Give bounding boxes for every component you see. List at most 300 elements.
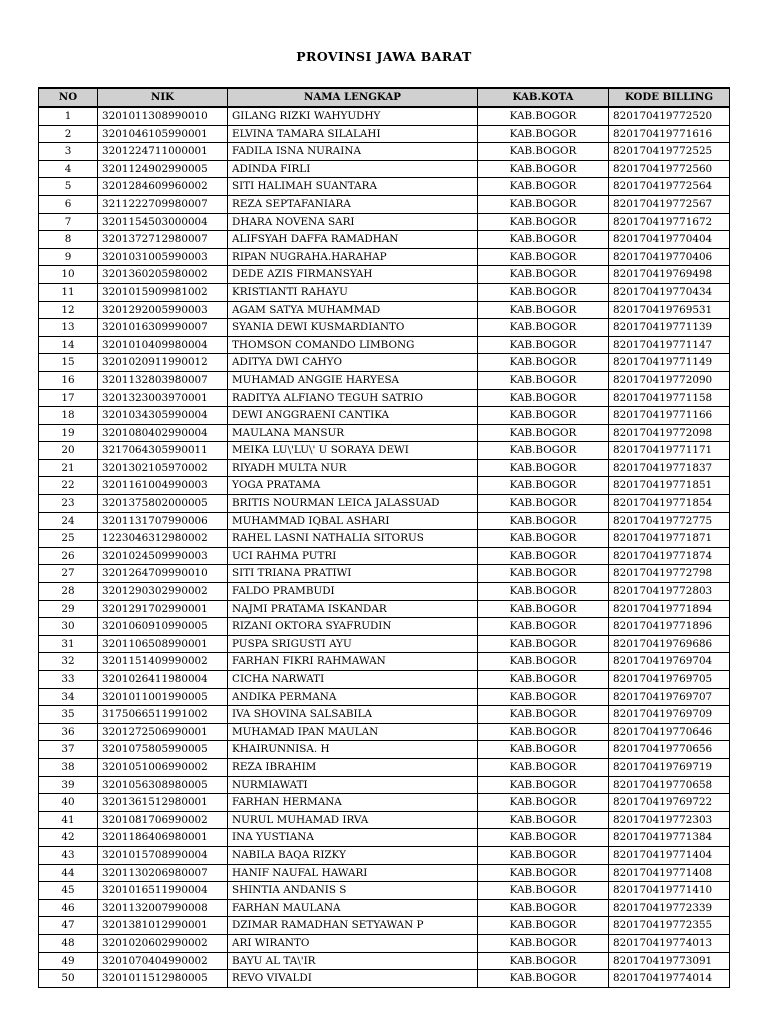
- cell-nama-lengkap: DZIMAR RAMADHAN SETYAWAN P: [228, 917, 478, 935]
- cell-no: 5: [39, 178, 98, 196]
- cell-kab-kota: KAB.BOGOR: [478, 723, 609, 741]
- cell-no: 10: [39, 266, 98, 284]
- cell-nama-lengkap: DEDE AZIS FIRMANSYAH: [228, 266, 478, 284]
- cell-nama-lengkap: MAULANA MANSUR: [228, 424, 478, 442]
- cell-no: 12: [39, 301, 98, 319]
- cell-kode-billing: 820170419770646: [609, 723, 730, 741]
- cell-kab-kota: KAB.BOGOR: [478, 882, 609, 900]
- cell-kab-kota: KAB.BOGOR: [478, 495, 609, 513]
- cell-nik: 3201026411980004: [98, 671, 228, 689]
- cell-kab-kota: KAB.BOGOR: [478, 283, 609, 301]
- cell-kab-kota: KAB.BOGOR: [478, 688, 609, 706]
- cell-no: 20: [39, 442, 98, 460]
- cell-kode-billing: 820170419771854: [609, 495, 730, 513]
- cell-kab-kota: KAB.BOGOR: [478, 442, 609, 460]
- cell-nama-lengkap: DHARA NOVENA SARI: [228, 213, 478, 231]
- cell-nik: 3201024509990003: [98, 547, 228, 565]
- table-row: [39, 495, 730, 513]
- cell-nik: 3201375802000005: [98, 495, 228, 513]
- cell-nik: 3201131707990006: [98, 512, 228, 530]
- cell-nama-lengkap: HANIF NAUFAL HAWARI: [228, 864, 478, 882]
- cell-no: 32: [39, 653, 98, 671]
- cell-nama-lengkap: ALIFSYAH DAFFA RAMADHAN: [228, 231, 478, 249]
- table-row: [39, 266, 730, 284]
- cell-kode-billing: 820170419769709: [609, 706, 730, 724]
- cell-kode-billing: 820170419772775: [609, 512, 730, 530]
- cell-kode-billing: 820170419771158: [609, 389, 730, 407]
- cell-nik: 3201124902990005: [98, 160, 228, 178]
- table-row: [39, 882, 730, 900]
- cell-kab-kota: KAB.BOGOR: [478, 600, 609, 618]
- cell-kode-billing: 820170419770434: [609, 283, 730, 301]
- cell-kode-billing: 820170419772564: [609, 178, 730, 196]
- cell-no: 6: [39, 195, 98, 213]
- cell-nik: 3201130206980007: [98, 864, 228, 882]
- cell-nama-lengkap: IVA SHOVINA SALSABILA: [228, 706, 478, 724]
- cell-nama-lengkap: SITI TRIANA PRATIWI: [228, 565, 478, 583]
- cell-no: 27: [39, 565, 98, 583]
- cell-nama-lengkap: RIPAN NUGRAHA.HARAHAP: [228, 248, 478, 266]
- cell-nama-lengkap: RADITYA ALFIANO TEGUH SATRIO: [228, 389, 478, 407]
- table-row: [39, 389, 730, 407]
- cell-kab-kota: KAB.BOGOR: [478, 477, 609, 495]
- cell-nik: 3201323003970001: [98, 389, 228, 407]
- cell-kab-kota: KAB.BOGOR: [478, 758, 609, 776]
- cell-nik: 3201016309990007: [98, 319, 228, 337]
- cell-kode-billing: 820170419771404: [609, 846, 730, 864]
- cell-nama-lengkap: FARHAN FIKRI RAHMAWAN: [228, 653, 478, 671]
- cell-kab-kota: KAB.BOGOR: [478, 248, 609, 266]
- cell-nama-lengkap: MUHAMAD ANGGIE HARYESA: [228, 371, 478, 389]
- header-nik: NIK: [98, 88, 228, 107]
- cell-no: 3: [39, 143, 98, 161]
- cell-kode-billing: 820170419772090: [609, 371, 730, 389]
- cell-kab-kota: KAB.BOGOR: [478, 934, 609, 952]
- cell-nik: 3201080402990004: [98, 424, 228, 442]
- cell-no: 36: [39, 723, 98, 741]
- cell-nik: 3201302105970002: [98, 459, 228, 477]
- cell-nama-lengkap: CICHA NARWATI: [228, 671, 478, 689]
- cell-nik: 3201011001990005: [98, 688, 228, 706]
- cell-no: 46: [39, 899, 98, 917]
- cell-kode-billing: 820170419772355: [609, 917, 730, 935]
- cell-no: 15: [39, 354, 98, 372]
- cell-kab-kota: KAB.BOGOR: [478, 125, 609, 143]
- cell-no: 2: [39, 125, 98, 143]
- table-row: [39, 354, 730, 372]
- cell-nama-lengkap: BRITIS NOURMAN LEICA JALASSUAD: [228, 495, 478, 513]
- cell-nama-lengkap: THOMSON COMANDO LIMBONG: [228, 336, 478, 354]
- table-row: [39, 600, 730, 618]
- table-row: [39, 723, 730, 741]
- cell-no: 48: [39, 934, 98, 952]
- table-row: [39, 107, 730, 125]
- cell-nik: 3201264709990010: [98, 565, 228, 583]
- cell-no: 49: [39, 952, 98, 970]
- data-table: [38, 87, 730, 988]
- cell-nama-lengkap: NURUL MUHAMAD IRVA: [228, 811, 478, 829]
- cell-nik: 1223046312980002: [98, 530, 228, 548]
- cell-kode-billing: 820170419771837: [609, 459, 730, 477]
- cell-kode-billing: 820170419774014: [609, 970, 730, 988]
- cell-kab-kota: KAB.BOGOR: [478, 160, 609, 178]
- cell-kab-kota: KAB.BOGOR: [478, 195, 609, 213]
- cell-kab-kota: KAB.BOGOR: [478, 829, 609, 847]
- header-kode-billing: KODE BILLING: [609, 88, 730, 107]
- cell-no: 50: [39, 970, 98, 988]
- cell-kab-kota: KAB.BOGOR: [478, 213, 609, 231]
- cell-nik: 3201015708990004: [98, 846, 228, 864]
- cell-no: 39: [39, 776, 98, 794]
- cell-kode-billing: 820170419769498: [609, 266, 730, 284]
- table-row: [39, 706, 730, 724]
- cell-nik: 3201011308990010: [98, 107, 228, 125]
- table-body: [39, 107, 730, 987]
- cell-nama-lengkap: MUHAMMAD IQBAL ASHARI: [228, 512, 478, 530]
- cell-kode-billing: 820170419773091: [609, 952, 730, 970]
- cell-nik: 3201011512980005: [98, 970, 228, 988]
- cell-no: 40: [39, 794, 98, 812]
- cell-no: 13: [39, 319, 98, 337]
- cell-kab-kota: KAB.BOGOR: [478, 671, 609, 689]
- cell-nik: 3201154503000004: [98, 213, 228, 231]
- cell-kab-kota: KAB.BOGOR: [478, 583, 609, 601]
- cell-nama-lengkap: NABILA BAQA RIZKY: [228, 846, 478, 864]
- cell-nik: 3201051006990002: [98, 758, 228, 776]
- cell-kode-billing: 820170419772567: [609, 195, 730, 213]
- cell-kab-kota: KAB.BOGOR: [478, 107, 609, 125]
- cell-no: 29: [39, 600, 98, 618]
- table-row: [39, 653, 730, 671]
- table-row: [39, 459, 730, 477]
- cell-kode-billing: 820170419774013: [609, 934, 730, 952]
- cell-no: 4: [39, 160, 98, 178]
- cell-kab-kota: KAB.BOGOR: [478, 512, 609, 530]
- cell-kab-kota: KAB.BOGOR: [478, 899, 609, 917]
- table-row: [39, 301, 730, 319]
- cell-nama-lengkap: ADITYA DWI CAHYO: [228, 354, 478, 372]
- cell-nik: 3201161004990003: [98, 477, 228, 495]
- cell-nik: 3201186406980001: [98, 829, 228, 847]
- cell-kode-billing: 820170419771171: [609, 442, 730, 460]
- table-row: [39, 688, 730, 706]
- cell-nik: 3201031005990003: [98, 248, 228, 266]
- cell-nik: 3201060910990005: [98, 618, 228, 636]
- cell-nama-lengkap: REZA SEPTAFANIARA: [228, 195, 478, 213]
- table-row: [39, 741, 730, 759]
- cell-nama-lengkap: ELVINA TAMARA SILALAHI: [228, 125, 478, 143]
- cell-nama-lengkap: FARHAN HERMANA: [228, 794, 478, 812]
- cell-nama-lengkap: REZA IBRAHIM: [228, 758, 478, 776]
- table-row: [39, 512, 730, 530]
- cell-kab-kota: KAB.BOGOR: [478, 741, 609, 759]
- cell-nik: 3201284609960002: [98, 178, 228, 196]
- cell-kode-billing: 820170419772098: [609, 424, 730, 442]
- cell-kode-billing: 820170419771871: [609, 530, 730, 548]
- cell-kode-billing: 820170419771410: [609, 882, 730, 900]
- cell-no: 9: [39, 248, 98, 266]
- cell-nik: 3201372712980007: [98, 231, 228, 249]
- cell-kode-billing: 820170419772520: [609, 107, 730, 125]
- header-no: NO: [39, 88, 98, 107]
- cell-nama-lengkap: RIZANI OKTORA SYAFRUDIN: [228, 618, 478, 636]
- cell-nik: 3201015909981002: [98, 283, 228, 301]
- cell-kab-kota: KAB.BOGOR: [478, 143, 609, 161]
- table-row: [39, 477, 730, 495]
- cell-no: 44: [39, 864, 98, 882]
- cell-kode-billing: 820170419771874: [609, 547, 730, 565]
- cell-no: 22: [39, 477, 98, 495]
- cell-nik: 3201290302990002: [98, 583, 228, 601]
- cell-kode-billing: 820170419771147: [609, 336, 730, 354]
- cell-kab-kota: KAB.BOGOR: [478, 653, 609, 671]
- cell-nama-lengkap: NURMIAWATI: [228, 776, 478, 794]
- table-row: [39, 371, 730, 389]
- table-row: [39, 319, 730, 337]
- cell-kode-billing: 820170419771616: [609, 125, 730, 143]
- table-row: [39, 635, 730, 653]
- cell-nik: 3201381012990001: [98, 917, 228, 935]
- cell-nama-lengkap: NAJMI PRATAMA ISKANDAR: [228, 600, 478, 618]
- cell-nama-lengkap: SITI HALIMAH SUANTARA: [228, 178, 478, 196]
- cell-nik: 3201292005990003: [98, 301, 228, 319]
- cell-no: 43: [39, 846, 98, 864]
- cell-kab-kota: KAB.BOGOR: [478, 354, 609, 372]
- cell-kode-billing: 820170419771139: [609, 319, 730, 337]
- cell-no: 37: [39, 741, 98, 759]
- cell-kode-billing: 820170419771672: [609, 213, 730, 231]
- cell-kode-billing: 820170419769719: [609, 758, 730, 776]
- cell-no: 30: [39, 618, 98, 636]
- cell-nama-lengkap: YOGA PRATAMA: [228, 477, 478, 495]
- cell-kode-billing: 820170419769705: [609, 671, 730, 689]
- page-title: PROVINSI JAWA BARAT: [296, 49, 472, 64]
- table-row: [39, 776, 730, 794]
- cell-nik: 3201046105990001: [98, 125, 228, 143]
- cell-nama-lengkap: ADINDA FIRLI: [228, 160, 478, 178]
- cell-nik: 3201291702990001: [98, 600, 228, 618]
- cell-no: 28: [39, 583, 98, 601]
- cell-nama-lengkap: FALDO PRAMBUDI: [228, 583, 478, 601]
- table-row: [39, 547, 730, 565]
- cell-kode-billing: 820170419769707: [609, 688, 730, 706]
- cell-no: 8: [39, 231, 98, 249]
- cell-nik: 3201106508990001: [98, 635, 228, 653]
- cell-nama-lengkap: SYANIA DEWI KUSMARDIANTO: [228, 319, 478, 337]
- cell-kab-kota: KAB.BOGOR: [478, 336, 609, 354]
- cell-nik: 3201360205980002: [98, 266, 228, 284]
- cell-no: 31: [39, 635, 98, 653]
- cell-no: 26: [39, 547, 98, 565]
- table-row: [39, 442, 730, 460]
- cell-no: 47: [39, 917, 98, 935]
- cell-kab-kota: KAB.BOGOR: [478, 776, 609, 794]
- cell-kab-kota: KAB.BOGOR: [478, 864, 609, 882]
- cell-nama-lengkap: SHINTIA ANDANIS S: [228, 882, 478, 900]
- table-row: [39, 213, 730, 231]
- cell-no: 23: [39, 495, 98, 513]
- cell-no: 16: [39, 371, 98, 389]
- table-row: [39, 336, 730, 354]
- cell-kode-billing: 820170419771894: [609, 600, 730, 618]
- cell-nama-lengkap: BAYU AL TA\'IR: [228, 952, 478, 970]
- cell-kab-kota: KAB.BOGOR: [478, 459, 609, 477]
- cell-kab-kota: KAB.BOGOR: [478, 952, 609, 970]
- cell-kode-billing: 820170419770656: [609, 741, 730, 759]
- cell-nik: 3201010409980004: [98, 336, 228, 354]
- cell-kab-kota: KAB.BOGOR: [478, 424, 609, 442]
- cell-kab-kota: KAB.BOGOR: [478, 389, 609, 407]
- cell-kab-kota: KAB.BOGOR: [478, 371, 609, 389]
- header-row: [39, 88, 730, 107]
- cell-nik: 3201272506990001: [98, 723, 228, 741]
- cell-kode-billing: 820170419771408: [609, 864, 730, 882]
- cell-kab-kota: KAB.BOGOR: [478, 319, 609, 337]
- cell-kab-kota: KAB.BOGOR: [478, 407, 609, 425]
- cell-kode-billing: 820170419771851: [609, 477, 730, 495]
- cell-kab-kota: KAB.BOGOR: [478, 811, 609, 829]
- table-row: [39, 530, 730, 548]
- table-header: [39, 88, 730, 107]
- header-kab-kota: KAB.KOTA: [478, 88, 609, 107]
- cell-nama-lengkap: RAHEL LASNI NATHALIA SITORUS: [228, 530, 478, 548]
- table-row: [39, 407, 730, 425]
- table-row: [39, 758, 730, 776]
- table-row: [39, 899, 730, 917]
- cell-kab-kota: KAB.BOGOR: [478, 706, 609, 724]
- cell-no: 38: [39, 758, 98, 776]
- cell-no: 21: [39, 459, 98, 477]
- table-row: [39, 565, 730, 583]
- cell-nama-lengkap: PUSPA SRIGUSTI AYU: [228, 635, 478, 653]
- table-row: [39, 811, 730, 829]
- cell-nama-lengkap: MEIKA LU\'LU\' U SORAYA DEWI: [228, 442, 478, 460]
- cell-kode-billing: 820170419770406: [609, 248, 730, 266]
- cell-no: 11: [39, 283, 98, 301]
- cell-kab-kota: KAB.BOGOR: [478, 635, 609, 653]
- cell-nik: 3201070404990002: [98, 952, 228, 970]
- cell-nik: 3217064305990011: [98, 442, 228, 460]
- table-row: [39, 178, 730, 196]
- table-row: [39, 671, 730, 689]
- cell-kab-kota: KAB.BOGOR: [478, 530, 609, 548]
- cell-no: 1: [39, 107, 98, 125]
- cell-nama-lengkap: KHAIRUNNISA. H: [228, 741, 478, 759]
- cell-nama-lengkap: REVO VIVALDI: [228, 970, 478, 988]
- table-row: [39, 794, 730, 812]
- cell-kab-kota: KAB.BOGOR: [478, 266, 609, 284]
- cell-nama-lengkap: AGAM SATYA MUHAMMAD: [228, 301, 478, 319]
- cell-kab-kota: KAB.BOGOR: [478, 547, 609, 565]
- cell-kode-billing: 820170419769722: [609, 794, 730, 812]
- cell-kode-billing: 820170419770658: [609, 776, 730, 794]
- table-row: [39, 231, 730, 249]
- cell-nama-lengkap: UCI RAHMA PUTRI: [228, 547, 478, 565]
- cell-kab-kota: KAB.BOGOR: [478, 178, 609, 196]
- table-row: [39, 934, 730, 952]
- cell-kab-kota: KAB.BOGOR: [478, 565, 609, 583]
- cell-nik: 3201081706990002: [98, 811, 228, 829]
- table-row: [39, 583, 730, 601]
- header-nama-lengkap: NAMA LENGKAP: [228, 88, 478, 107]
- cell-nik: 3201020911990012: [98, 354, 228, 372]
- cell-kode-billing: 820170419772303: [609, 811, 730, 829]
- cell-kab-kota: KAB.BOGOR: [478, 618, 609, 636]
- table-row: [39, 970, 730, 988]
- cell-kode-billing: 820170419772525: [609, 143, 730, 161]
- cell-nama-lengkap: KRISTIANTI RAHAYU: [228, 283, 478, 301]
- cell-nik: 3201224711000001: [98, 143, 228, 161]
- cell-kab-kota: KAB.BOGOR: [478, 301, 609, 319]
- cell-no: 35: [39, 706, 98, 724]
- cell-no: 33: [39, 671, 98, 689]
- cell-kode-billing: 820170419771896: [609, 618, 730, 636]
- cell-no: 25: [39, 530, 98, 548]
- cell-nik: 3201151409990002: [98, 653, 228, 671]
- cell-no: 19: [39, 424, 98, 442]
- cell-kab-kota: KAB.BOGOR: [478, 846, 609, 864]
- cell-kode-billing: 820170419772798: [609, 565, 730, 583]
- cell-nik: 3175066511991002: [98, 706, 228, 724]
- cell-nama-lengkap: FADILA ISNA NURAINA: [228, 143, 478, 161]
- table-row: [39, 143, 730, 161]
- cell-nama-lengkap: RIYADH MULTA NUR: [228, 459, 478, 477]
- cell-no: 18: [39, 407, 98, 425]
- cell-nik: 3201034305990004: [98, 407, 228, 425]
- cell-nama-lengkap: ARI WIRANTO: [228, 934, 478, 952]
- table-row: [39, 952, 730, 970]
- cell-kode-billing: 820170419769531: [609, 301, 730, 319]
- cell-no: 7: [39, 213, 98, 231]
- cell-nik: 3201020602990002: [98, 934, 228, 952]
- cell-kode-billing: 820170419771149: [609, 354, 730, 372]
- cell-nik: 3201361512980001: [98, 794, 228, 812]
- table-row: [39, 618, 730, 636]
- cell-kab-kota: KAB.BOGOR: [478, 231, 609, 249]
- cell-no: 45: [39, 882, 98, 900]
- cell-no: 34: [39, 688, 98, 706]
- table-row: [39, 248, 730, 266]
- cell-kab-kota: KAB.BOGOR: [478, 970, 609, 988]
- cell-nama-lengkap: FARHAN MAULANA: [228, 899, 478, 917]
- cell-kode-billing: 820170419772560: [609, 160, 730, 178]
- cell-nik: 3211222709980007: [98, 195, 228, 213]
- cell-nama-lengkap: DEWI ANGGRAENI CANTIKA: [228, 407, 478, 425]
- table-row: [39, 160, 730, 178]
- cell-kode-billing: 820170419770404: [609, 231, 730, 249]
- cell-no: 42: [39, 829, 98, 847]
- cell-nama-lengkap: GILANG RIZKI WAHYUDHY: [228, 107, 478, 125]
- table-row: [39, 424, 730, 442]
- table-row: [39, 195, 730, 213]
- cell-kode-billing: 820170419772339: [609, 899, 730, 917]
- cell-kode-billing: 820170419769704: [609, 653, 730, 671]
- cell-kode-billing: 820170419771166: [609, 407, 730, 425]
- table-row: [39, 283, 730, 301]
- cell-no: 41: [39, 811, 98, 829]
- cell-nik: 3201132803980007: [98, 371, 228, 389]
- cell-no: 14: [39, 336, 98, 354]
- cell-nama-lengkap: INA YUSTIANA: [228, 829, 478, 847]
- cell-kab-kota: KAB.BOGOR: [478, 917, 609, 935]
- cell-kode-billing: 820170419771384: [609, 829, 730, 847]
- cell-no: 24: [39, 512, 98, 530]
- cell-nik: 3201132007990008: [98, 899, 228, 917]
- cell-nama-lengkap: ANDIKA PERMANA: [228, 688, 478, 706]
- cell-kode-billing: 820170419769686: [609, 635, 730, 653]
- cell-nik: 3201075805990005: [98, 741, 228, 759]
- cell-kab-kota: KAB.BOGOR: [478, 794, 609, 812]
